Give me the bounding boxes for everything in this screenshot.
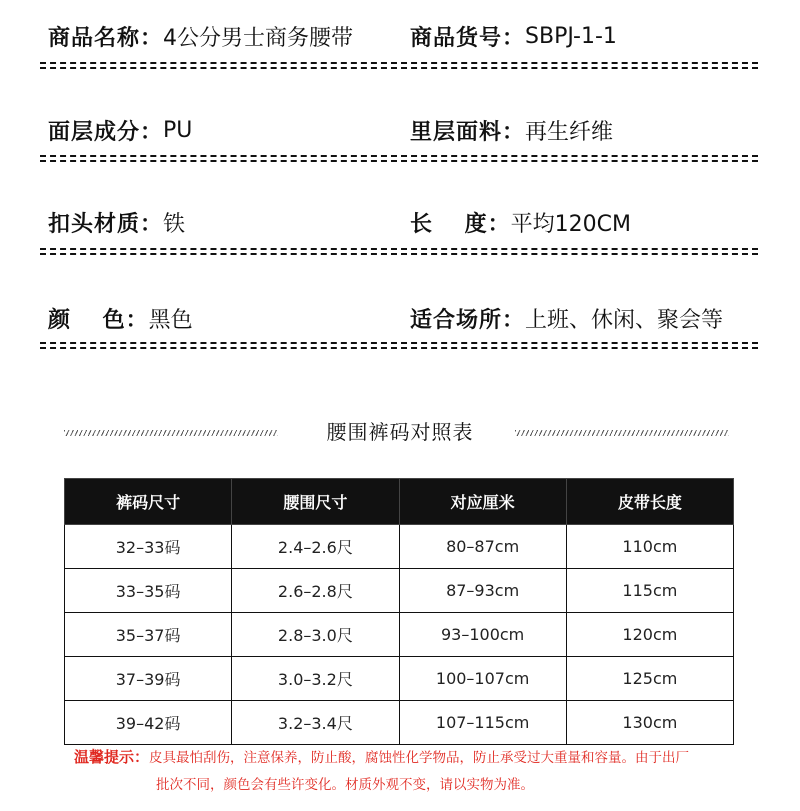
- cell-belt-length: 120cm: [566, 613, 733, 657]
- spec-row-name: [0, 6, 800, 66]
- table-row: [65, 701, 734, 745]
- cell-belt-length: 110cm: [566, 525, 733, 569]
- spec-label-lining: 里层面料：: [410, 119, 526, 145]
- spec-label-length: 长 度：: [410, 211, 511, 237]
- spec-value-surface: PU: [163, 117, 193, 143]
- cell-waist-size: 3.0–3.2尺: [232, 657, 399, 701]
- size-chart-title: 腰围裤码对照表: [326, 420, 474, 444]
- table-row: [65, 657, 734, 701]
- table-row: [65, 613, 734, 657]
- table-header-row: [65, 479, 734, 525]
- divider: [40, 248, 758, 255]
- cell-centimeters: 107–115cm: [399, 701, 566, 745]
- cell-pant-size: 32–33码: [65, 525, 232, 569]
- notice-text-1: 皮具最怕刮伤，注意保养，防止酸，腐蚀性化学物品，防止承受过大重量和容量。由于出厂: [149, 750, 690, 766]
- spec-label-product-name: 商品名称：: [48, 25, 164, 51]
- spec-value-product-code: SBPJ-1-1: [525, 23, 617, 49]
- cell-centimeters: 80–87cm: [399, 525, 566, 569]
- spec-value-length: 平均120CM: [510, 211, 632, 237]
- spec-label-color: 颜 色：: [48, 307, 149, 333]
- care-notice: [74, 744, 764, 799]
- spec-label-product-code: 商品货号：: [410, 25, 526, 51]
- cell-waist-size: 2.8–3.0尺: [232, 613, 399, 657]
- notice-label: 温馨提示：: [74, 748, 150, 766]
- cell-belt-length: 130cm: [566, 701, 733, 745]
- cell-belt-length: 115cm: [566, 569, 733, 613]
- divider: [40, 62, 758, 69]
- cell-centimeters: 93–100cm: [399, 613, 566, 657]
- title-hatch-right: [515, 430, 729, 436]
- spec-value-buckle: 铁: [163, 211, 186, 237]
- spec-value-occasion: 上班、休闲、聚会等: [525, 307, 724, 333]
- header-pant-size: 裤码尺寸: [65, 479, 232, 525]
- spec-row-material: [0, 100, 800, 160]
- cell-pant-size: 35–37码: [65, 613, 232, 657]
- notice-text-2: 批次不同，颜色会有些许变化。材质外观不变，请以实物为准。: [156, 777, 534, 793]
- cell-waist-size: 2.4–2.6尺: [232, 525, 399, 569]
- divider: [40, 342, 758, 349]
- spec-value-color: 黑色: [148, 307, 193, 333]
- cell-waist-size: 3.2–3.4尺: [232, 701, 399, 745]
- cell-belt-length: 125cm: [566, 657, 733, 701]
- cell-pant-size: 33–35码: [65, 569, 232, 613]
- spec-value-lining: 再生纤维: [525, 119, 614, 145]
- header-belt-length: 皮带长度: [566, 479, 733, 525]
- header-centimeters: 对应厘米: [399, 479, 566, 525]
- spec-value-product-name: 4公分男士商务腰带: [163, 25, 354, 51]
- cell-centimeters: 100–107cm: [399, 657, 566, 701]
- cell-pant-size: 37–39码: [65, 657, 232, 701]
- spec-row-buckle: [0, 192, 800, 252]
- spec-label-occasion: 适合场所：: [410, 307, 526, 333]
- notice-line-1: [74, 744, 764, 772]
- cell-waist-size: 2.6–2.8尺: [232, 569, 399, 613]
- header-waist-size: 腰围尺寸: [232, 479, 399, 525]
- divider: [40, 155, 758, 162]
- size-table: [64, 478, 734, 745]
- cell-pant-size: 39–42码: [65, 701, 232, 745]
- spec-label-buckle: 扣头材质：: [48, 211, 164, 237]
- spec-label-surface: 面层成分：: [48, 119, 164, 145]
- cell-centimeters: 87–93cm: [399, 569, 566, 613]
- table-row: [65, 569, 734, 613]
- table-row: [65, 525, 734, 569]
- spec-row-color: [0, 288, 800, 348]
